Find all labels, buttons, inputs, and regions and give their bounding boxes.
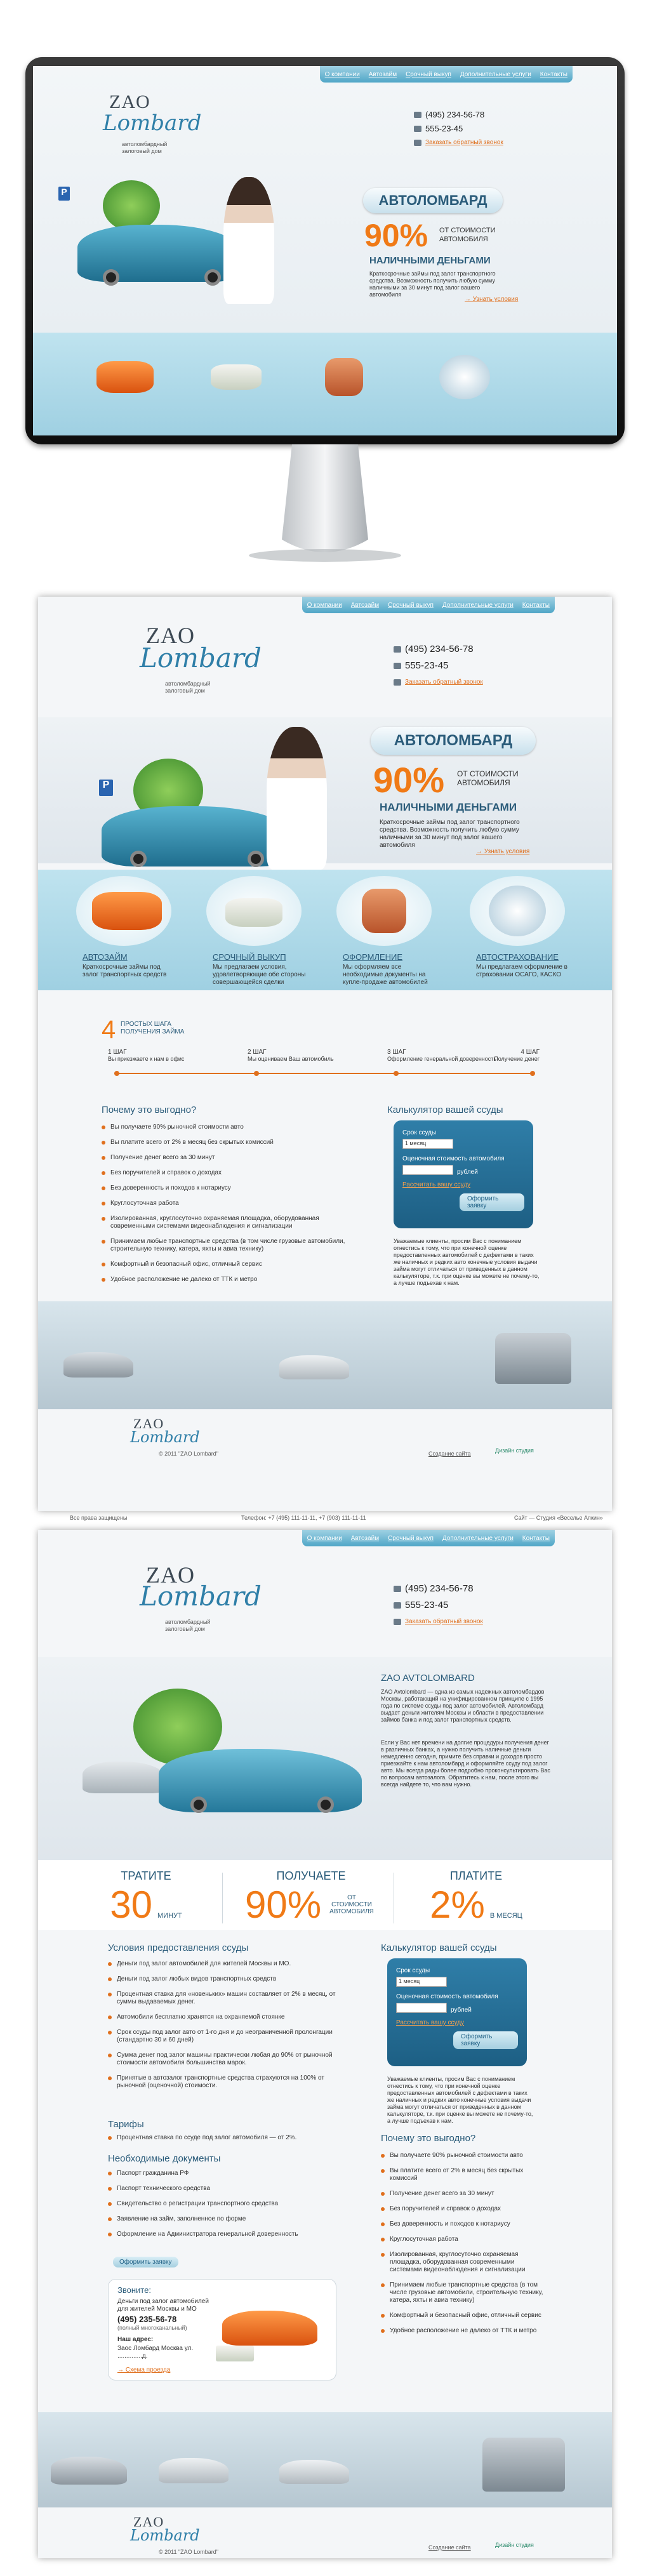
step-2 [248,1049,349,1062]
logo-subtitle: автоломбардный залоговый дом [122,141,168,154]
calc-note: Уважаемые клиенты, просим Вас с пониманием отнестись к тому, что при конечной оценке предоставленных автомобилей с дефектами в таких же наличных и редких авто конечные условия выдачи займа могут отличаться от приведенных в данном калькуляторе, т.к. при оценке вы можете не почему-то, а лучше подъехав к нам. [387,2076,533,2124]
logo-lombard: Lombard [103,110,202,136]
parked-car [63,1352,133,1378]
step-2-head: 2 ШАГ [248,1049,267,1056]
calc-term-select[interactable]: 1 месяц [402,1139,453,1149]
list-item: Круглосуточная работа [381,2236,546,2243]
phone-2: 555-23-45 [405,1600,449,1610]
service-stamp-icon [362,889,406,933]
calc-term-label: Срок ссуды [396,1967,430,1974]
stat-get-unit: ОТ СТОИМОСТИ АВТОМОБИЛЯ [329,1894,374,1915]
footer-copy: © 2011 "ZAO Lombard" [159,2549,218,2555]
list-item: Получение денег всего за 30 минут [381,2190,546,2198]
list-item: Изолированная, круглосуточно охраняемая площадка, оборудованная современными системами видеонаблюдения и сигнализации [102,1215,355,1230]
mobile-icon [394,1602,401,1609]
step-1 [108,1049,209,1062]
hero-title: АВТОЛОМБАРД [363,188,503,213]
service-car-icon [96,361,154,393]
conditions-list [108,1960,349,2097]
nav-bar [302,597,555,613]
nav-buyout[interactable]: Срочный выкуп [388,1534,434,1542]
stat-pay-value: 2% [430,1883,485,1926]
phones [394,1581,483,1630]
hero-desc: Краткосрочные займы под залог транспортного средства. Возможность получить любую сумму наличными за 30 минут под залог вашего автомобиля [369,270,496,298]
tariff-list [108,2134,349,2149]
list-item: Без доверенность и походов к нотариусу [381,2221,546,2228]
parking-icon: P [99,780,113,796]
service-text-paperwork: Мы оформляем все необходимые документы на купле-продаже автомобилей [343,964,428,986]
about-title: ZAO AVTOLOMBARD [381,1673,475,1683]
car-wheel [190,1796,207,1813]
phones-monitor [414,108,503,150]
step-1-head: 1 ШАГ [108,1049,127,1056]
steps-number: 4 [102,1016,116,1044]
list-item: Автомобили бесплатно хранятся на охраняемой стоянке [108,2014,349,2021]
footer-copy: © 2011 "ZAO Lombard" [159,1451,218,1457]
hero-cash: НАЛИЧНЫМИ ДЕНЬГАМИ [369,255,491,266]
list-item: Вы получаете 90% рыночной стоимости авто [381,2152,546,2160]
parked-car [159,2458,229,2483]
nav-autoloan[interactable]: Автозайм [350,601,380,609]
phone-1: (495) 234-56-78 [425,110,485,119]
phone-icon [414,112,421,118]
footer-studio[interactable]: Дизайн студия [495,2542,534,2548]
footer-made[interactable]: Создание сайта [428,2544,471,2551]
why-title: Почему это выгодно? [102,1105,197,1115]
stat-time-value: 30 [110,1883,152,1926]
service-title-insurance[interactable]: АВТОСТРАХОВАНИЕ [476,952,559,962]
divider [222,1873,223,1923]
list-item: Паспорт технического средства [108,2185,349,2193]
list-item: Оформление на Администратора генеральной доверенность [108,2231,349,2238]
monitor-stand [241,444,409,565]
calc-cost-label: Оценочная стоимость автомобиля [402,1155,505,1162]
step-4-head: 4 ШАГ [521,1049,540,1056]
stat-time-unit: МИНУТ [157,1912,182,1920]
hero-of-cost: ОТ СТОИМОСТИ АВТОМОБИЛЯ [439,227,496,243]
callback-link[interactable]: Заказать обратный звонок [405,679,483,686]
hero-percent: 90% [373,760,445,800]
page-about [38,1530,612,2558]
callback-icon [394,679,401,686]
parked-car [279,1355,349,1379]
nav-contacts[interactable]: Контакты [522,601,550,609]
calc-cost-input[interactable] [402,1165,453,1175]
docs-list [108,2170,349,2246]
nav-about[interactable]: О компании [307,601,342,609]
call-title: Звоните: [117,2285,151,2295]
list-item: Удобное расположение не далеко от ТТК и метро [381,2327,546,2335]
phones [394,641,483,691]
parked-car [279,2460,349,2484]
list-item: Процентная ставка для «новеньких» машин составляет от 2% в месяц, от суммы выдаваемых денег. [108,1991,349,2006]
mobile-icon [394,663,401,669]
stat-time-label: ТРАТИТЕ [121,1869,171,1882]
car-wheel [103,269,119,286]
addr-text: Заос Ломбард Москва ул. ..............д. [117,2345,194,2360]
callback-icon [394,1619,401,1625]
hero-percent: 90% [364,218,428,253]
step-dot [254,1071,259,1076]
step-1-text: Вы приезжаете к нам в офис [108,1056,185,1062]
steps-line [114,1073,533,1074]
calc-apply-button[interactable]: Оформить заявку [460,1193,524,1211]
parked-truck [495,1333,571,1384]
list-item: Принятые в автозалог транспортные средства страхуются на 100% от рыночной (оценочной) стоимости. [108,2075,349,2090]
service-car-icon [92,892,162,930]
logo-zao: ZAO [146,1562,195,1588]
about-text-2: Если у Вас нет времени на долгие процедуры получения денег в различных банках, а нужно получить наличные деньги немедленно сегодня, примите без справки и доходов просто приезжайте к нам автоломбард и оформляйте ссуду под залог авто. Мы всегда рады более подробно проконсультировать Вас по вопросам автозалога. Обратитесь к нам, после этого вы всегда найдете то, что вам нужно. [381,1739,550,1788]
addr-title: Наш адрес: [117,2336,154,2343]
strip-mid: Телефон: +7 (495) 111-11-11, +7 (903) 111-11-11 [241,1515,366,1521]
calc-title: Калькулятор вашей ссуды [387,1105,503,1115]
list-item: Паспорт гражданина РФ [108,2170,349,2177]
nav-contacts[interactable]: Контакты [540,70,567,78]
car-wheel [317,1796,334,1813]
list-item: Изолированная, круглосуточно охраняемая площадка, оборудованная современными системами видеонаблюдения и сигнализации [381,2251,546,2274]
list-item: Срок ссуды под залог авто от 1-го дня и до неограниченной пролонгации (стандартно 30 и 60 дней) [108,2029,349,2044]
conditions-title: Условия предоставления ссуды [108,1942,249,1953]
tariff-title: Тарифы [108,2119,144,2130]
nav-buyout[interactable]: Срочный выкуп [388,601,434,609]
docs-title: Необходимые документы [108,2153,221,2164]
calc-apply-button[interactable]: Оформить заявку [453,2031,518,2049]
list-item: Деньги под залог любых видов транспортных средств [108,1975,349,1983]
call-note: (полный многоканальный) [117,2325,187,2331]
logo-zao: ZAO [146,623,195,648]
logo-lombard: Lombard [140,642,262,674]
calc-unit: рублей [451,2006,472,2014]
calc-title: Калькулятор вашей ссуды [381,1942,497,1953]
calc-rate-link[interactable]: Рассчитать вашу ссуду [396,2019,465,2026]
footer-made[interactable]: Создание сайта [428,1451,471,1457]
step-4 [482,1049,540,1062]
step-2-text: Мы оцениваем Ваш автомобиль [248,1056,334,1062]
hero-desc: Краткосрочные займы под залог транспортного средства. Возможность получить любую сумму наличными за 30 минут под залог вашего автомобиля [380,819,520,849]
list-item: Комфортный и безопасный офис, отличный сервис [102,1261,355,1268]
footer-logo-zao: ZAO [133,1416,164,1431]
list-item: Вы получаете 90% рыночной стоимости авто [102,1124,355,1131]
stat-get-label: ПОЛУЧАЕТЕ [276,1869,346,1882]
stat-get [229,1869,394,1927]
service-money-icon [225,898,282,927]
calc-rate-link[interactable]: Рассчитать вашу ссуду [402,1181,471,1188]
calculator [394,1120,533,1228]
contact-car [222,2311,317,2346]
nav-bar [302,1530,555,1546]
nav-extra[interactable]: Дополнительные услуги [442,601,514,609]
call-phone: (495) 235-56-78 [117,2314,177,2324]
hero-more-link[interactable]: → Узнать условия [476,848,530,855]
service-text-buyout: Мы предлагаем условия, удовлетворяющие обе стороны совершающейся сделки [213,964,306,986]
nav-extra[interactable]: Дополнительные услуги [460,70,531,78]
calc-cost-input[interactable] [396,2003,447,2013]
nav-buyout[interactable]: Срочный выкуп [406,70,451,78]
phone-icon [394,646,401,653]
list-item: Без поручителей и справок о доходах [102,1169,355,1177]
service-text-autoloan: Краткосрочные займы под залог транспортных средств [83,964,167,978]
list-item: Деньги под залог автомобилей для жителей Москвы и МО. [108,1960,349,1968]
nav-about[interactable]: О компании [324,70,360,78]
logo-zao: ZAO [109,91,150,112]
nav-about[interactable]: О компании [307,1534,342,1542]
service-title-autoloan[interactable]: АВТОЗАЙМ [83,952,128,962]
car-wheel [204,269,221,286]
strip-right: Сайт — Студия «Веселье Апкин» [514,1515,603,1521]
phone-2: 555-23-45 [425,124,463,133]
list-item: Заявление на займ, заполненное по форме [108,2215,349,2223]
calc-term-select[interactable]: 1 месяц [396,1977,447,1987]
step-3-head: 3 ШАГ [387,1049,406,1056]
footer-logo-lombard: Lombard [130,1428,200,1446]
list-item: Сумма денег под залог машины практически любая до 90% от рыночной стоимости автомобиля большинства марок. [108,2052,349,2067]
list-item: Вы платите всего от 2% в месяц без скрытых комиссий [102,1139,355,1146]
calc-term-label: Срок ссуды [402,1129,437,1136]
nav-autoloan[interactable]: Автозайм [350,1534,380,1542]
step-3-text: Оформление генеральной доверенность [387,1056,497,1062]
call-text: Деньги под залог автомобилей для жителей Москвы и МО [117,2298,209,2313]
page-main [38,597,612,1511]
callback-icon [414,140,421,146]
callback-link[interactable]: Заказать обратный звонок [405,1618,483,1625]
stat-pay-label: ПЛАТИТЕ [449,1869,503,1882]
calc-cost-label: Оценочная стоимость автомобиля [396,1993,498,2000]
parked-car [51,2457,127,2485]
list-item: Круглосуточная работа [102,1200,355,1207]
contact-money [216,2346,254,2361]
why-list [381,2152,546,2342]
step-dot [394,1071,399,1076]
steps-title: ПРОСТЫХ ШАГА ПОЛУЧЕНИЯ ЗАЙМА [121,1021,185,1035]
list-item: Комфортный и безопасный офис, отличный сервис [381,2312,546,2320]
step-dot [530,1071,535,1076]
footer-logo-lombard: Lombard [130,2526,200,2544]
car-wheel [130,851,147,867]
calc-note: Уважаемые клиенты, просим Вас с пониманием отнестись к тому, что при конечной оценке предоставленных автомобилей с дефектами в таких же наличных и редких авто конечные условия выдачи займа могут отличаться от приведенных в данном калькуляторе, т.к. при оценке вы можете не почему-то, а лучше подъехав к нам. [394,1238,540,1286]
hero-woman [267,727,327,870]
step-4-text: Получение денег [494,1056,540,1062]
stat-pay [406,1869,546,1927]
hero-cash: НАЛИЧНЫМИ ДЕНЬГАМИ [380,801,517,813]
list-item: Процентная ставка по ссуде под залог автомобиля — от 2%. [108,2134,349,2142]
nav-extra[interactable]: Дополнительные услуги [442,1534,514,1542]
hero-woman [223,177,274,304]
service-title-paperwork[interactable]: ОФОРМЛЕНИЕ [343,952,403,962]
why-list [102,1124,355,1291]
callback-link[interactable]: Заказать обратный звонок [425,139,503,146]
list-item: Свидетельство о регистрации транспортного средства [108,2200,349,2208]
list-item: Удобное расположение не далеко от ТТК и метро [102,1276,355,1284]
monitor-screen [33,66,617,435]
service-insurance-icon [489,886,546,936]
list-item: Без поручителей и справок о доходах [381,2205,546,2213]
calc-unit: рублей [457,1168,478,1176]
parked-car [83,1762,165,1793]
list-item: Получение денег всего за 30 минут [102,1154,355,1162]
logo-lombard: Lombard [140,1581,262,1612]
stat-time [83,1869,209,1927]
tree-image [103,180,160,231]
scheme-link[interactable]: → Схема проезда [117,2367,171,2374]
hero-of-cost: ОТ СТОИМОСТИ АВТОМОБИЛЯ [457,769,519,787]
about-text: ZAO Avtolombard — одна из самых надежных автоломбардов Москвы, работающий на унифицированном принципе с 1995 года по системе ссуды под залог автомобилей. Автоломбард выдает деньги жителям Москвы и области в предоставлении займов банка и под залог транспортных средств. [381,1689,545,1723]
apply-button[interactable]: Оформить заявку [113,2257,178,2267]
strip-left: Все права защищены [70,1515,128,1521]
calculator [387,1958,527,2066]
service-stamp-icon [325,358,363,396]
list-item: Без доверенность и походов к нотариусу [102,1185,355,1192]
phone-2: 555-23-45 [405,660,449,671]
nav-autoloan[interactable]: Автозайм [368,70,397,78]
stat-pay-unit: В МЕСЯЦ [489,1912,522,1920]
mobile-icon [414,126,421,132]
hero-more-link[interactable]: → Узнать условия [465,296,519,303]
parking-icon: P [58,187,70,201]
service-text-insurance: Мы предлагаем оформление в страховании ОСАГО, КАСКО [476,964,567,978]
footer-studio[interactable]: Дизайн студия [495,1447,534,1454]
list-item: Принимаем любые транспортные средства (в том числе грузовые автомобили, строительную технику, катера, яхты и авиа технику) [102,1238,355,1253]
list-item: Вы платите всего от 2% в месяц без скрытых комиссий [381,2167,546,2182]
phone-1: (495) 234-56-78 [405,1583,474,1594]
service-insurance-icon [439,355,490,399]
logo-subtitle: автоломбардный залоговый дом [165,1619,211,1632]
footer-logo-zao: ZAO [133,2514,164,2530]
logo-subtitle: автоломбардный залоговый дом [165,681,211,694]
phone-1: (495) 234-56-78 [405,644,474,654]
phone-icon [394,1586,401,1592]
car-wheel [248,851,264,867]
list-item: Принимаем любые транспортные средства (в том числе грузовые автомобили, строительную технику, катера, яхты и авиа технику) [381,2281,546,2304]
step-dot [114,1071,119,1076]
hero-title: АВТОЛОМБАРД [371,727,536,755]
nav-contacts[interactable]: Контакты [522,1534,550,1542]
parked-truck [482,2438,565,2492]
service-money-icon [211,364,262,390]
stat-get-value: 90% [244,1883,322,1926]
nav-bar-monitor [320,66,573,83]
why-title: Почему это выгодно? [381,2133,476,2144]
service-title-buyout[interactable]: СРОЧНЫЙ ВЫКУП [213,952,286,962]
